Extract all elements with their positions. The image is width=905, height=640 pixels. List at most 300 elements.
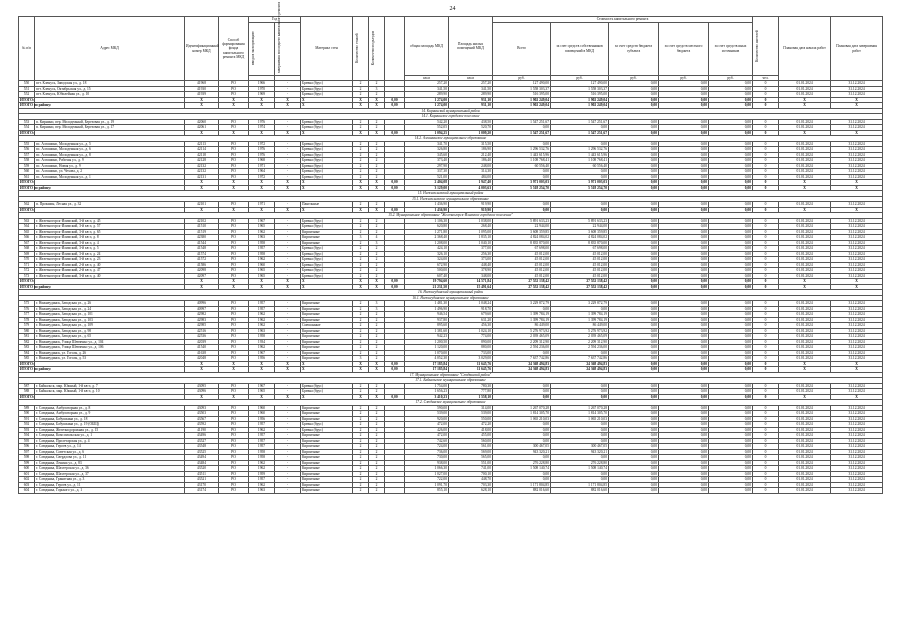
table-cell: 2: [369, 119, 385, 125]
table-cell: 0,00: [659, 141, 709, 147]
table-cell: 326,80: [405, 147, 449, 153]
table-cell: 1957: [249, 433, 275, 439]
table-cell: 27 552 138,42: [493, 284, 551, 290]
table-cell: 01.01.2024: [779, 312, 831, 318]
table-cell: 0,00: [609, 92, 659, 98]
table-cell: 01.01.2024: [779, 306, 831, 312]
table-cell: 01.01.2024: [779, 334, 831, 340]
table-cell: 0: [753, 240, 779, 246]
table-cell: 2: [369, 383, 385, 389]
table-cell: 3 229 872,79: [493, 301, 551, 307]
table-cell: г. Нижнеудинск, Заводская ул., д. 109: [35, 323, 185, 329]
table-cell: X: [249, 284, 275, 290]
table-cell: Бревна (брус): [301, 163, 353, 169]
table-cell: 2: [353, 229, 369, 235]
table-cell: 01.01.2024: [779, 240, 831, 246]
table-cell: 595: [19, 438, 35, 444]
table-cell: 01.01.2024: [779, 229, 831, 235]
table-cell: 22 944,00: [493, 224, 551, 230]
table-cell: 1962: [249, 466, 275, 472]
table-cell: 2: [353, 405, 369, 411]
table-cell: 0,00: [709, 394, 753, 400]
table-cell: п. Прокшин, Лесная ул., д. 32: [35, 202, 185, 208]
table-cell: 2: [369, 350, 385, 356]
table-cell: 0,00: [493, 125, 551, 131]
table-cell: г. Слюдянка, Амбулаторная ул., д. 8: [35, 405, 185, 411]
table-cell: 0,00: [609, 405, 659, 411]
table-cell: 0: [753, 383, 779, 389]
header-residents: Количество жителей: [753, 17, 779, 76]
table-cell: Кирпичные: [301, 477, 353, 483]
table-cell: 0,00: [609, 466, 659, 472]
table-cell: 0,00: [385, 284, 405, 290]
table-cell: 41939: [185, 92, 219, 98]
table-cell: 43567: [185, 416, 219, 422]
table-cell: ИТОГО:: [20, 394, 35, 399]
table-cell: 2: [369, 218, 385, 224]
table-cell: 1 902 249,04: [493, 103, 551, 109]
table-cell: 2: [353, 422, 369, 428]
table-cell: 2: [353, 81, 369, 87]
table-cell: X: [301, 367, 353, 373]
table-cell: 0: [753, 411, 779, 417]
table-cell: X: [301, 284, 353, 290]
table-cell: 1 443 615,96: [493, 152, 551, 158]
table-cell: -: [275, 306, 301, 312]
table-cell: 2: [369, 438, 385, 444]
table-cell: 1 558,10: [449, 394, 493, 400]
table-cell: X: [301, 97, 353, 103]
table-cell: г. Нижнеудинск, Заводская ул., д. 101: [35, 312, 185, 318]
table-cell: 0,00: [609, 482, 659, 488]
table-cell: -: [275, 455, 301, 461]
table-cell: РО: [219, 262, 249, 268]
table-cell: X: [275, 361, 301, 367]
table-cell: 1 106,30: [405, 218, 449, 224]
table-cell: 0,00: [659, 444, 709, 450]
table-cell: X: [353, 367, 369, 373]
table-cell: -: [275, 235, 301, 241]
table-cell: 43525: [185, 449, 219, 455]
table-cell: 01.01.2024: [779, 422, 831, 428]
table-cell: 555: [19, 141, 35, 147]
table-cell: 0,00: [609, 367, 659, 373]
table-cell: 2: [369, 163, 385, 169]
table-cell: 337,30: [405, 169, 449, 175]
table-cell: 1957: [249, 301, 275, 307]
table-cell: 0,00: [609, 119, 659, 125]
table-cell: 2: [369, 229, 385, 235]
table-cell: г. Слюдянка, Горького ул., д. 1: [35, 488, 185, 494]
table-cell: 1 436,90: [405, 202, 449, 208]
table-cell: 0,00: [659, 433, 709, 439]
table-cell: 0,00: [609, 411, 659, 417]
table-cell: 0,00: [609, 103, 659, 109]
table-cell: 0,00: [709, 411, 753, 417]
table-cell: 0,00: [609, 251, 659, 257]
table-cell: 484,00: [449, 174, 493, 180]
header-year-repair: завершения последнего капитального ремонта: [275, 22, 301, 75]
header-unit-other: руб.: [709, 75, 753, 81]
table-cell: Бревна (брус): [301, 389, 353, 395]
table-cell: 0,00: [709, 130, 753, 136]
table-cell: -: [275, 356, 301, 362]
table-cell: г. Нижнеудинск, Заводская ул., д. 98: [35, 328, 185, 334]
table-cell: РО: [219, 273, 249, 279]
table-cell: 2: [369, 202, 385, 208]
table-cell: X: [219, 185, 249, 191]
table-cell: 2: [369, 444, 385, 450]
table-cell: 01.01.2024: [779, 174, 831, 180]
table-cell: 2: [353, 268, 369, 274]
table-cell: X: [275, 279, 301, 285]
table-cell: 0,00: [709, 257, 753, 263]
table-cell: РО: [219, 405, 249, 411]
table-cell: 0,00: [385, 97, 405, 103]
table-cell: 1974: [249, 125, 275, 131]
table-cell: РО: [219, 81, 249, 87]
table-cell: 31.12.2024: [831, 92, 883, 98]
table-cell: 01.01.2024: [779, 471, 831, 477]
table-cell: -: [275, 174, 301, 180]
table-cell: 2: [353, 339, 369, 345]
table-cell: г. Слюдянка, Советская ул., д. 6: [35, 449, 185, 455]
table-cell: 0: [753, 416, 779, 422]
table-cell: 276 228,80: [493, 460, 551, 466]
table-cell: 31.12.2024: [831, 240, 883, 246]
table-cell: 1 399 784,19: [551, 312, 609, 318]
table-cell: X: [219, 367, 249, 373]
table-cell: Бревна (брус): [301, 273, 353, 279]
table-cell: 1968: [249, 158, 275, 164]
table-cell: 571: [19, 262, 35, 268]
table-cell: 289,90: [405, 92, 449, 98]
table-cell: 31.12.2024: [831, 427, 883, 433]
table-cell: X: [185, 103, 219, 109]
table-cell: 45 012,00: [493, 251, 551, 257]
table-cell: 0,00: [659, 345, 709, 351]
table-cell: 569,00: [449, 449, 493, 455]
table-cell: Бревна (брус): [301, 119, 353, 125]
table-row: [19, 488, 883, 494]
table-cell: РО: [219, 163, 249, 169]
table-cell: 2: [369, 405, 385, 411]
table-cell: 1976: [249, 147, 275, 153]
table-cell: РО: [219, 411, 249, 417]
table-cell: 0: [753, 185, 779, 191]
table-cell: 1 171 804,85: [493, 482, 551, 488]
table-cell: 0,00: [659, 246, 709, 252]
table-cell: 600: [19, 466, 35, 472]
table-cell: X: [275, 97, 301, 103]
table-cell: 0: [753, 97, 779, 103]
table-cell: Кирпичные: [301, 306, 353, 312]
table-cell: X: [369, 130, 385, 136]
table-cell: 2: [369, 125, 385, 131]
table-cell: 575: [19, 301, 35, 307]
section-heading: 14.2. Алгашинское муниципальное образование: [19, 136, 883, 142]
table-cell: 2 209 312,90: [551, 339, 609, 345]
table-cell: 0,00: [709, 383, 753, 389]
table-cell: 300 467,05: [493, 444, 551, 450]
table-cell: 01.01.2024: [779, 328, 831, 334]
table-cell: 0,00: [709, 328, 753, 334]
table-cell: 31.12.2024: [831, 422, 883, 428]
table-cell: -: [275, 125, 301, 131]
table-cell: РО: [219, 312, 249, 318]
table-cell: X: [249, 180, 275, 186]
table-cell: 0,00: [659, 262, 709, 268]
table-cell: 1 814 305,70: [493, 411, 551, 417]
table-cell: 601: [19, 471, 35, 477]
table-cell: 0: [753, 356, 779, 362]
table-cell: 0: [753, 394, 779, 400]
table-cell: 0,00: [493, 471, 551, 477]
table-cell: 1957: [249, 444, 275, 450]
table-cell: 0,00: [709, 169, 753, 175]
table-cell: 43093: [185, 405, 219, 411]
table-cell: -: [275, 389, 301, 395]
table-cell: РО: [219, 422, 249, 428]
table-cell: РО: [219, 345, 249, 351]
table-cell: X: [249, 103, 275, 109]
table-cell: г. Нижнеудинск, ул. Гоголя, д. 26: [35, 350, 185, 356]
table-cell: РО: [219, 147, 249, 153]
table-cell: 42118: [185, 152, 219, 158]
table-cell: 0,00: [609, 240, 659, 246]
table-cell: Бревна (брус): [301, 251, 353, 257]
table-cell: 0,00: [609, 169, 659, 175]
table-cell: 31.12.2024: [831, 152, 883, 158]
table-cell: X: [219, 279, 249, 285]
table-cell: 0: [753, 202, 779, 208]
table-cell: 67 698,00: [493, 246, 551, 252]
table-cell: 472,00: [405, 433, 449, 439]
table-cell: 2: [353, 224, 369, 230]
table-cell: 943 320,21: [551, 449, 609, 455]
table-cell: 0,00: [659, 422, 709, 428]
table-cell: 0,00: [709, 301, 753, 307]
table-cell: 2: [369, 416, 385, 422]
table-cell: 0,00: [609, 334, 659, 340]
table-cell: -: [275, 163, 301, 169]
table-cell: 31.12.2024: [831, 262, 883, 268]
table-cell: 0,00: [609, 471, 659, 477]
table-cell: 733,00: [449, 350, 493, 356]
table-cell: 2: [369, 471, 385, 477]
table-cell: 40996: [185, 301, 219, 307]
table-cell: 0,00: [659, 152, 709, 158]
table-cell: 0: [753, 125, 779, 131]
table-cell: 01.01.2024: [779, 317, 831, 323]
table-cell: ИТОГО по району:: [20, 367, 52, 372]
table-cell: 1 436,90: [405, 207, 449, 213]
table-cell: Кирпичные: [301, 235, 353, 241]
table-cell: РО: [219, 350, 249, 356]
table-cell: -: [275, 273, 301, 279]
table-cell: 472,00: [405, 422, 449, 428]
table-cell: X: [779, 394, 831, 400]
table-cell: 01.01.2024: [779, 169, 831, 175]
table-cell: РО: [219, 92, 249, 98]
table-cell: 569: [19, 251, 35, 257]
table-cell: 0,00: [709, 158, 753, 164]
table-cell: 0,00: [385, 279, 405, 285]
section-heading: 16.1. Нижнеудинское муниципальное образование: [19, 295, 883, 301]
table-cell: Бревна (брус): [301, 246, 353, 252]
table-cell: 1 267 070,28: [551, 405, 609, 411]
table-cell: 2: [369, 257, 385, 263]
table-cell: 373,40: [405, 158, 449, 164]
table-cell: 0,00: [659, 317, 709, 323]
table-cell: 7 637 742,86: [493, 356, 551, 362]
table-cell: X: [219, 207, 249, 213]
table-cell: 583: [19, 345, 35, 351]
table-cell: 24 368 494,83: [551, 361, 609, 367]
table-cell: 1 066,30: [405, 466, 449, 472]
table-cell: 2: [353, 477, 369, 483]
table-cell: 2: [353, 125, 369, 131]
table-cell: 722,00: [405, 477, 449, 483]
table-cell: 2: [369, 152, 385, 158]
table-cell: 0,00: [709, 141, 753, 147]
table-cell: 542,20: [405, 119, 449, 125]
table-cell: 43503: [185, 411, 219, 417]
table-cell: 0,00: [659, 306, 709, 312]
table-cell: пс. Алгашино, Молодежная ул., д. 6: [35, 147, 185, 153]
table-cell: 1965: [249, 268, 275, 274]
table-cell: 0,00: [709, 361, 753, 367]
table-cell: 01.01.2024: [779, 262, 831, 268]
table-cell: 2: [369, 422, 385, 428]
table-cell: 01.01.2024: [779, 147, 831, 153]
table-cell: -: [275, 422, 301, 428]
table-cell: 2: [353, 273, 369, 279]
table-cell: 2: [353, 218, 369, 224]
table-cell: 0,00: [659, 279, 709, 285]
table-cell: 31.12.2024: [831, 455, 883, 461]
table-cell: -: [275, 301, 301, 307]
table-cell: 0: [753, 268, 779, 274]
table-cell: 01.01.2024: [779, 92, 831, 98]
table-cell: 0,00: [609, 361, 659, 367]
table-cell: 3 608 359,85: [551, 229, 609, 235]
table-cell: 1 902 249,04: [551, 103, 609, 109]
header-area-total: общая площадь МКД: [405, 17, 449, 76]
table-cell: -: [275, 427, 301, 433]
table-cell: 0: [753, 482, 779, 488]
table-cell: -: [275, 312, 301, 318]
table-cell: X: [185, 207, 219, 213]
table-cell: Кирпичные: [301, 301, 353, 307]
table-cell: 2: [353, 246, 369, 252]
table-cell: 1967: [249, 218, 275, 224]
table-cell: 01.01.2024: [779, 438, 831, 444]
table-cell: 0,00: [659, 328, 709, 334]
table-cell: Бревна (брус): [301, 147, 353, 153]
table-cell: 1957: [249, 422, 275, 428]
table-cell: 14 571,84: [449, 279, 493, 285]
table-cell: 24 368 494,83: [551, 367, 609, 373]
table-cell: X: [353, 284, 369, 290]
table-cell: 0,00: [659, 273, 709, 279]
table-cell: 268,40: [449, 224, 493, 230]
table-cell: 1 027,00: [405, 471, 449, 477]
table-cell: 0,00: [609, 345, 659, 351]
table-cell: РО: [219, 317, 249, 323]
table-cell: РО: [219, 334, 249, 340]
table-cell: 1 547 251,67: [551, 119, 609, 125]
table-cell: г. Нижнеудинск, Заводская ул., д. 26: [35, 301, 185, 307]
table-cell: 0,00: [709, 339, 753, 345]
table-cell: РО: [219, 477, 249, 483]
table-cell: 0,00: [709, 86, 753, 92]
table-cell: 0: [753, 86, 779, 92]
table-cell: РО: [219, 433, 249, 439]
table-cell: 2: [353, 141, 369, 147]
table-cell: 0,00: [659, 301, 709, 307]
table-cell: X: [779, 103, 831, 109]
table-cell: 0,00: [609, 97, 659, 103]
table-cell: 0,00: [609, 433, 659, 439]
table-cell: Бревна (брус): [301, 174, 353, 180]
table-cell: 2: [369, 158, 385, 164]
table-cell: 45 012,00: [551, 251, 609, 257]
table-cell: 0,00: [609, 323, 659, 329]
table-cell: РО: [219, 158, 249, 164]
table-cell: 0,00: [659, 460, 709, 466]
table-cell: X: [219, 394, 249, 400]
table-cell: 0,00: [659, 174, 709, 180]
table-cell: 5 276 973,92: [493, 328, 551, 334]
table-cell: 597: [19, 449, 35, 455]
table-cell: 314,30: [449, 169, 493, 175]
table-cell: -: [275, 81, 301, 87]
table-cell: 276 228,80: [551, 460, 609, 466]
table-cell: 1957: [249, 438, 275, 444]
table-cell: 2 594 236,00: [493, 345, 551, 351]
table-cell: 01.01.2024: [779, 323, 831, 329]
table-cell: 1964: [249, 169, 275, 175]
table-cell: ИТОГО:: [20, 180, 35, 185]
table-cell: -: [275, 119, 301, 125]
table-cell: 01.01.2024: [779, 345, 831, 351]
table-cell: 918,70: [449, 306, 493, 312]
table-cell: 0: [753, 141, 779, 147]
table-cell: 1 095,00: [449, 229, 493, 235]
table-cell: 0: [753, 477, 779, 483]
table-cell: 1970: [249, 86, 275, 92]
table-cell: 0,00: [659, 185, 709, 191]
section-heading: 15.1. Нижнеилимское муниципальное образование: [19, 196, 883, 202]
table-cell: г. Нижнеудинск, Заводская ул., д. 65: [35, 334, 185, 340]
table-cell: 0,00: [385, 180, 405, 186]
table-cell: 3 971 003,03: [551, 180, 609, 186]
table-cell: 1 481,30: [405, 301, 449, 307]
table-cell: X: [275, 180, 301, 186]
table-cell: 0: [753, 103, 779, 109]
table-cell: 0,00: [551, 394, 609, 400]
table-cell: 0,00: [551, 433, 609, 439]
table-cell: 31.12.2024: [831, 86, 883, 92]
table-cell: 0,00: [709, 125, 753, 131]
table-cell: X: [249, 130, 275, 136]
table-cell: -: [275, 383, 301, 389]
table-cell: 456,30: [449, 323, 493, 329]
section-heading: 15. Нижнеилимский муниципальный район: [19, 191, 883, 197]
table-cell: 31.12.2024: [831, 471, 883, 477]
table-cell: 0,00: [659, 466, 709, 472]
